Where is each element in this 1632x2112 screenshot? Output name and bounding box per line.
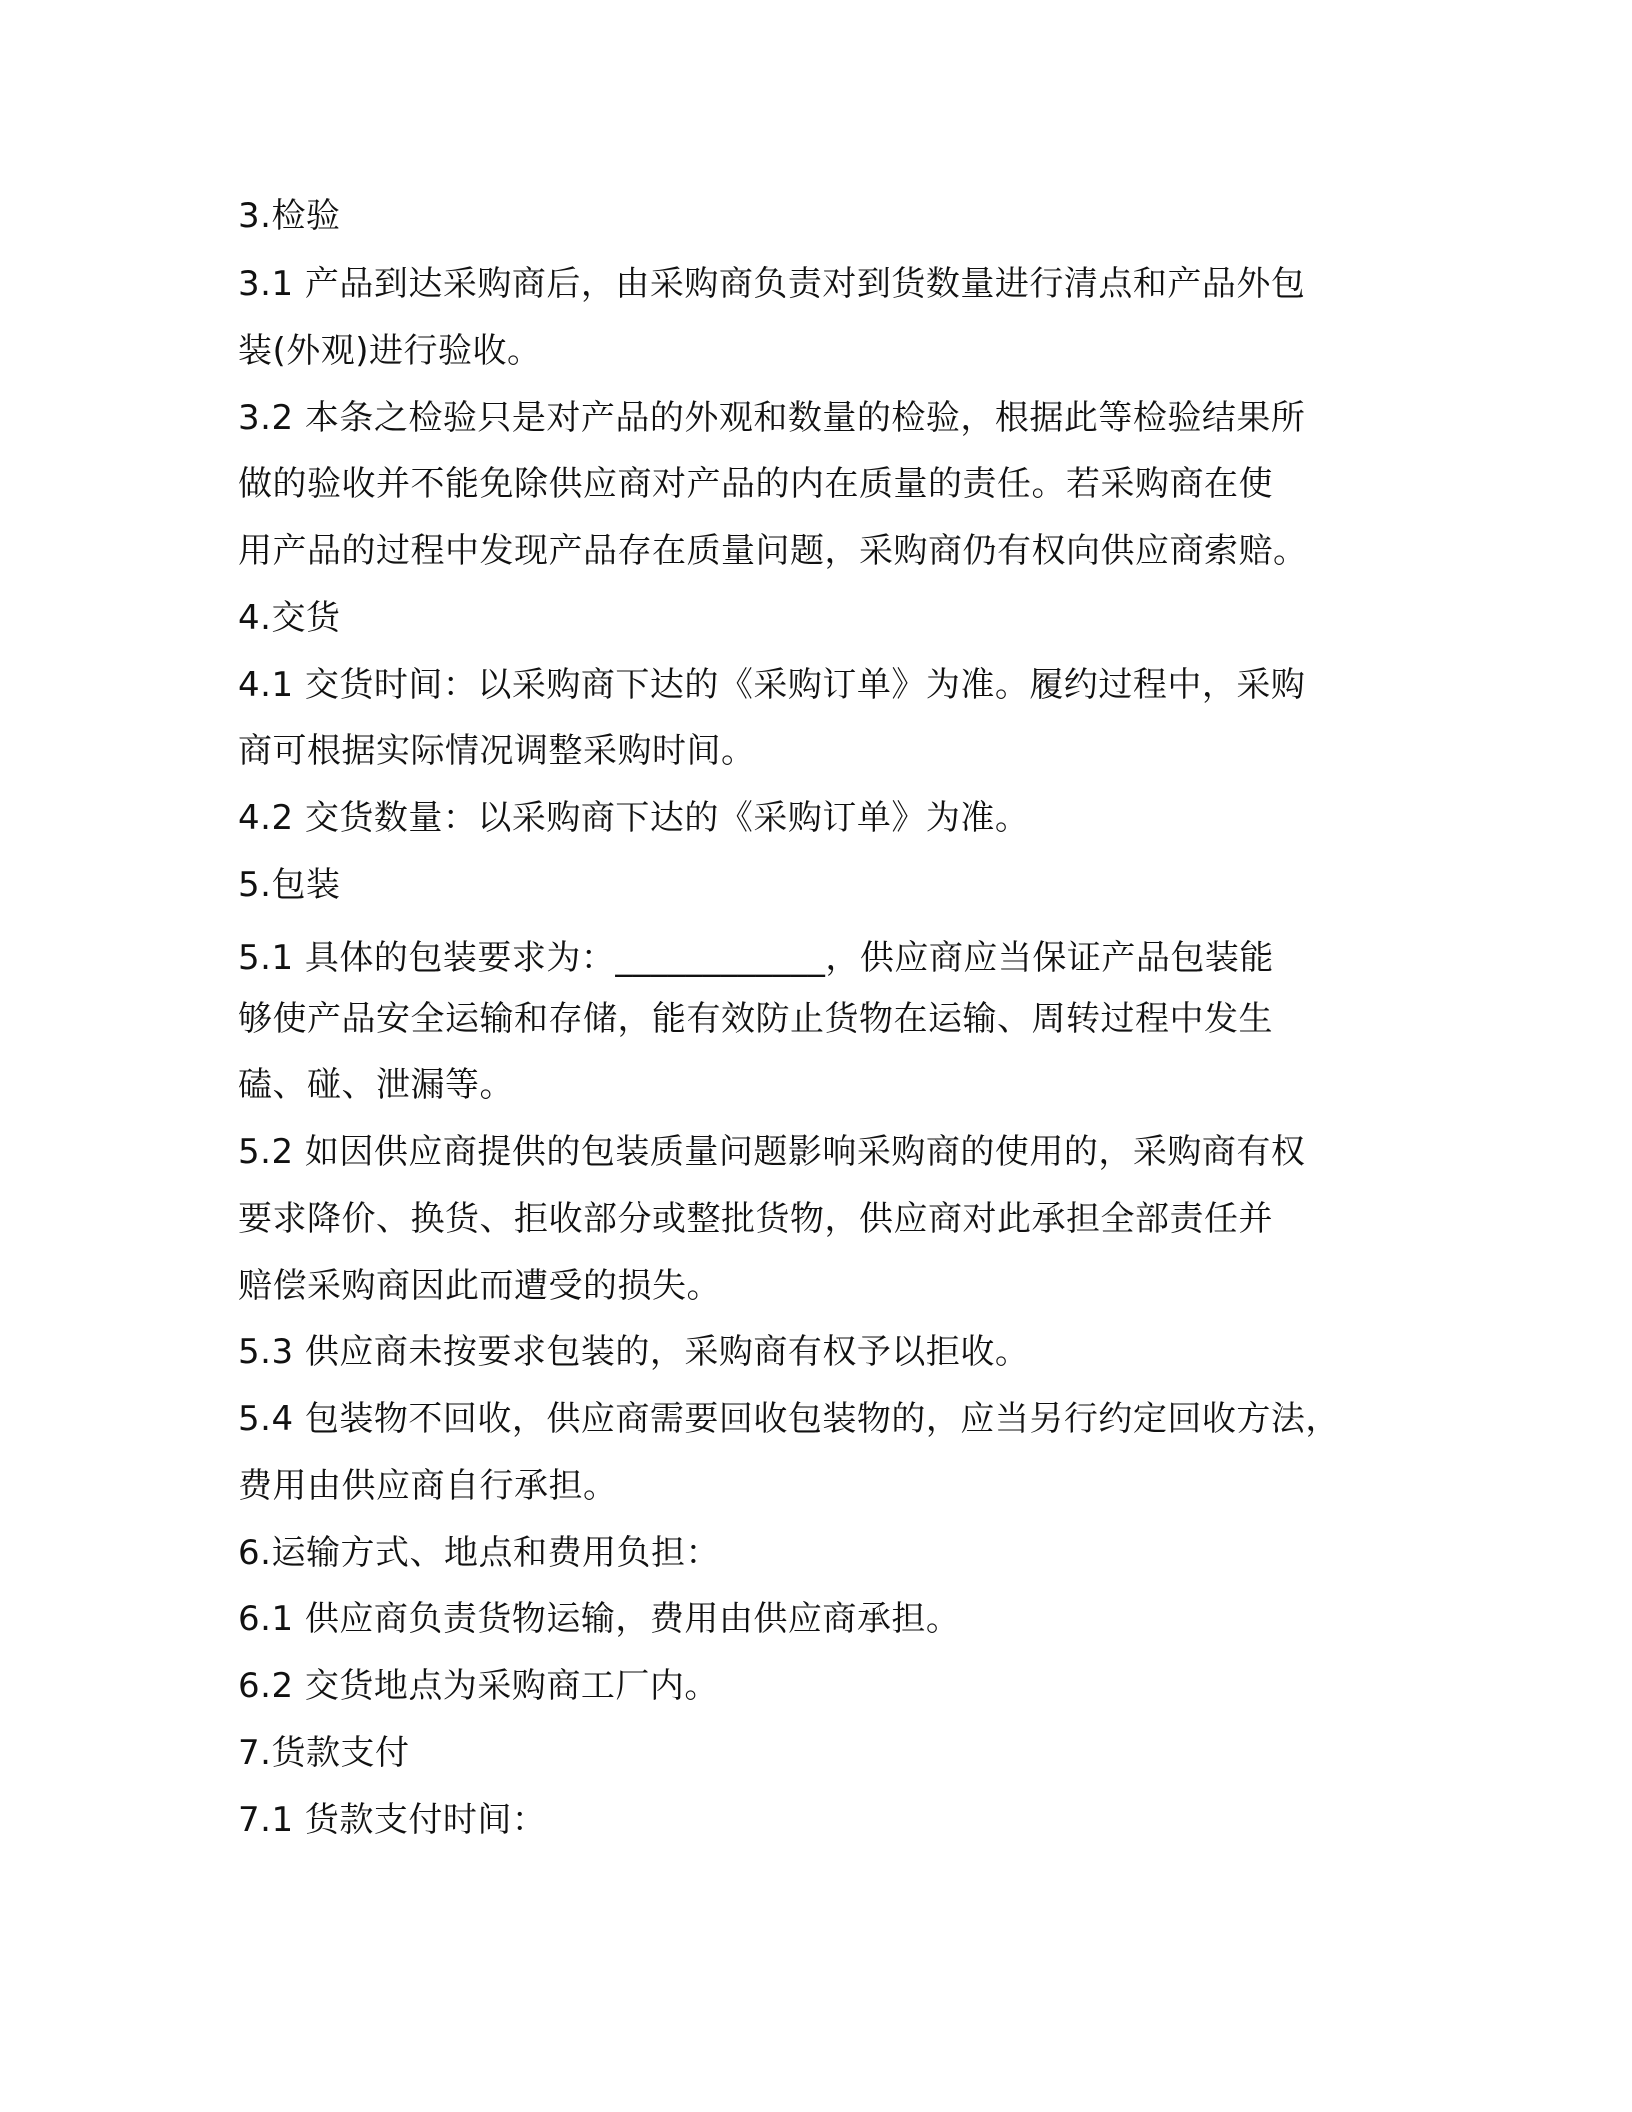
clause-6-2: 6.2 交货地点为采购商工厂内。 [238, 1666, 719, 1706]
clause-3-2-line-2: 做的验收并不能免除供应商对产品的内在质量的责任。若采购商在使 [238, 464, 1273, 504]
section-heading-inspection: 3.检验 [238, 196, 341, 236]
section-heading-packaging: 5.包装 [238, 865, 341, 905]
clause-3-1-line-2: 装(外观)进行验收。 [238, 331, 542, 371]
clause-5-1-line-2: 够使产品安全运输和存储，能有效防止货物在运输、周转过程中发生 [238, 999, 1273, 1039]
clause-4-1-line-1: 4.1 交货时间：以采购商下达的《采购订单》为准。履约过程中，采购 [238, 665, 1306, 705]
clause-5-4-line-2: 费用由供应商自行承担。 [238, 1466, 618, 1506]
clause-3-2-line-3: 用产品的过程中发现产品存在质量问题，采购商仍有权向供应商索赔。 [238, 531, 1308, 571]
clause-6-1: 6.1 供应商负责货物运输，费用由供应商承担。 [238, 1599, 961, 1639]
section-heading-payment: 7.货款支付 [238, 1733, 410, 1773]
section-heading-delivery: 4.交货 [238, 598, 341, 638]
clause-5-2-line-3: 赔偿采购商因此而遭受的损失。 [238, 1266, 721, 1306]
clause-4-2: 4.2 交货数量：以采购商下达的《采购订单》为准。 [238, 798, 1030, 838]
clause-5-1-line-3: 磕、碰、泄漏等。 [238, 1065, 514, 1105]
clause-5-2-line-1: 5.2 如因供应商提供的包装质量问题影响采购商的使用的，采购商有权 [238, 1132, 1306, 1172]
section-heading-transport: 6.运输方式、地点和费用负担： [238, 1533, 720, 1573]
clause-5-4-line-1: 5.4 包装物不回收，供应商需要回收包装物的，应当另行约定回收方法， [238, 1399, 1340, 1439]
clause-7-1: 7.1 货款支付时间： [238, 1800, 547, 1840]
clause-3-2-line-1: 3.2 本条之检验只是对产品的外观和数量的检验，根据此等检验结果所 [238, 398, 1306, 438]
clause-4-1-line-2: 商可根据实际情况调整采购时间。 [238, 731, 756, 771]
clause-5-2-line-2: 要求降价、换货、拒收部分或整批货物，供应商对此承担全部责任并 [238, 1199, 1273, 1239]
clause-5-1-line-1: 5.1 具体的包装要求为：____________，供应商应当保证产品包装能 [238, 938, 1274, 978]
clause-5-3: 5.3 供应商未按要求包装的，采购商有权予以拒收。 [238, 1332, 1030, 1372]
clause-3-1-line-1: 3.1 产品到达采购商后，由采购商负责对到货数量进行清点和产品外包 [238, 264, 1306, 304]
